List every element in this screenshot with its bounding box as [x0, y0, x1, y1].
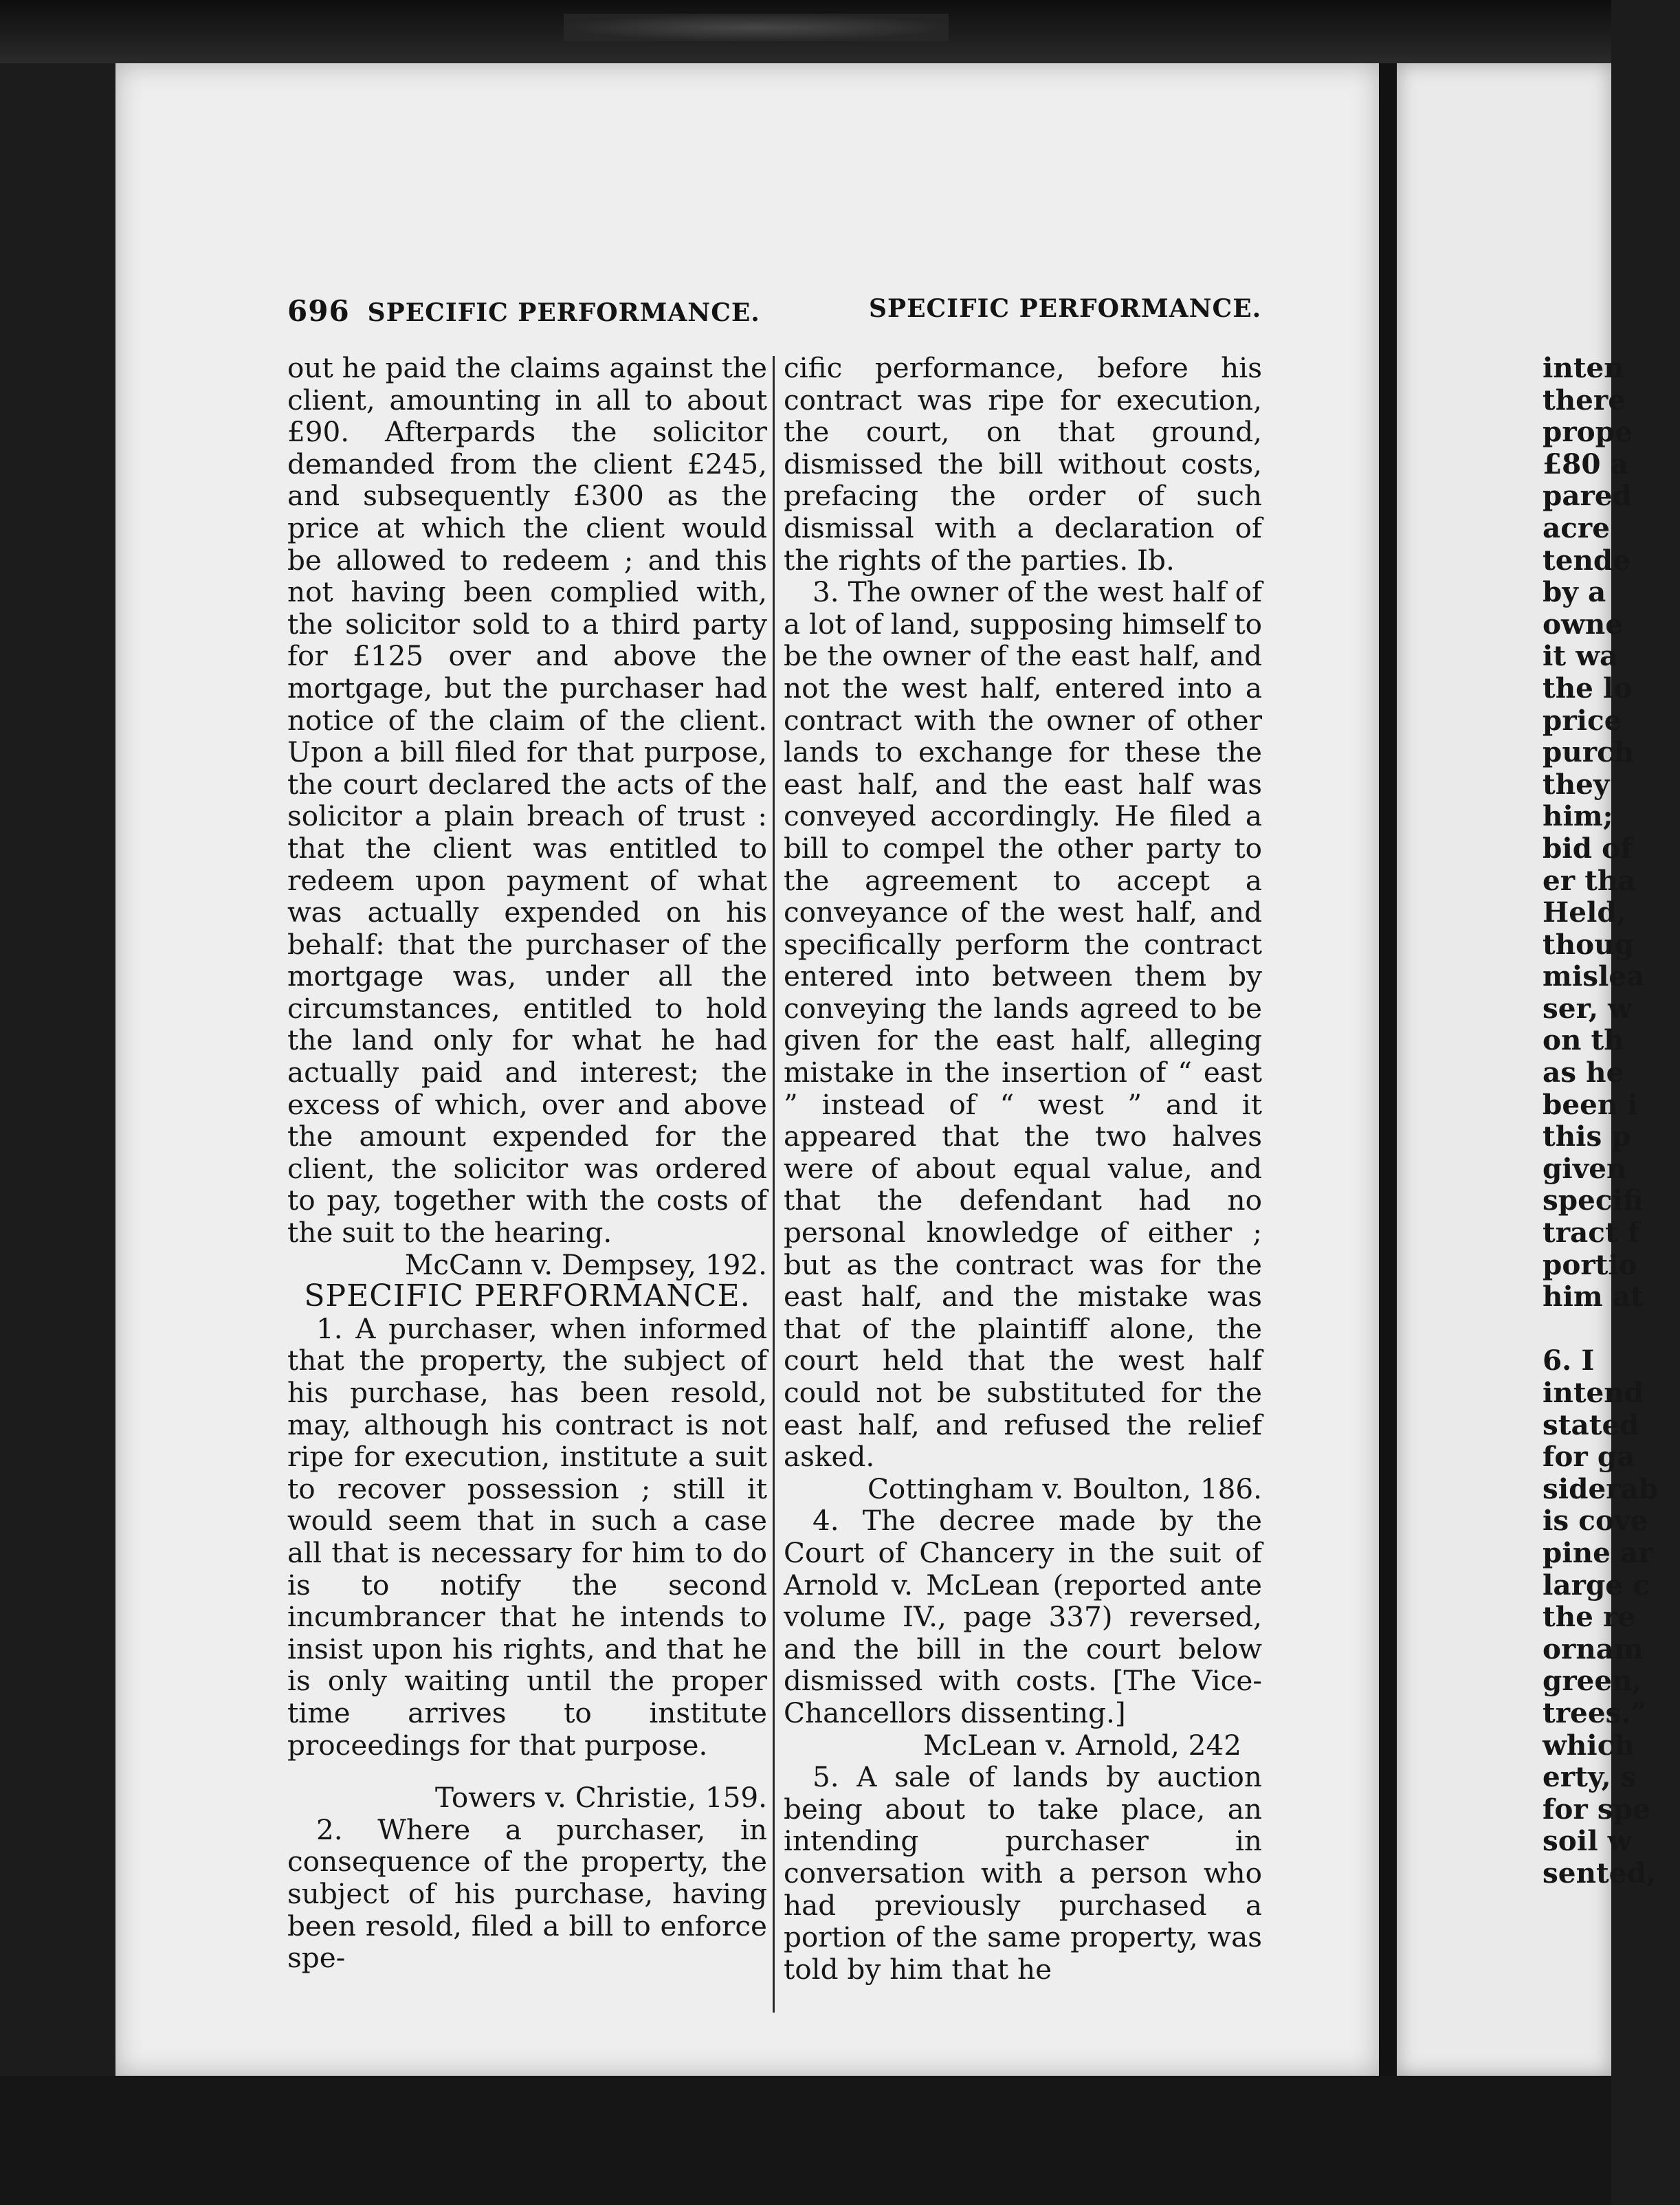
text-fragment-line: intend [1543, 1376, 1644, 1409]
header-title-left: SPECIFIC PERFORMANCE. [367, 298, 760, 327]
scan-smudge [564, 14, 949, 41]
paragraph-3: 3. The owner of the west half of a lot of land, supposing himself to be the owner of the east half, and not the west half, entered into a contract with the owner of other lands to exchange for these the east half, and the east half was conveyed accordingly. He filed a bill to compel the other party to the agreement to accept a conveyance of the west half, and specifically perform the contract entered into between them by conveying the lands agreed to be given for the east half, alleging mistake in the insertion of “ east ” instead of “ west ” and it appeared that the two halves were of about equal value, and that the defendant had no personal knowledge of either ; but as the contract was for the east half, and the mistake was that of the plaintiff alone, the court held that the west half could not be substituted for the east half, and refused the relief asked. [784, 575, 1262, 1474]
text-fragment-line: er tha [1543, 863, 1636, 897]
page-number: 696 [287, 294, 350, 328]
text-fragment-line: the lo [1543, 671, 1633, 705]
text-fragment-line: soil w [1543, 1824, 1632, 1858]
case-citation: McLean v. Arnold, 242 [923, 1728, 1241, 1762]
text-fragment-line: sented, [1543, 1856, 1656, 1890]
text-fragment-line: as he [1543, 1056, 1624, 1089]
case-citation: McCann v. Dempsey, 192. [404, 1248, 767, 1281]
text-fragment-line: the re [1543, 1600, 1636, 1634]
text-fragment-line: this p [1543, 1120, 1631, 1153]
text-fragment-line: by a [1543, 575, 1606, 609]
middle-column [784, 352, 1262, 1985]
text-fragment-line: 6. I [1543, 1344, 1595, 1377]
case-citation: Cottingham v. Boulton, 186. [867, 1472, 1262, 1505]
text-fragment-line: mislea [1543, 960, 1645, 993]
text-fragment-line: bid of [1543, 831, 1633, 865]
paragraph-2: 2. Where a purchaser, in consequence of the property, the subject of his purchase, having been resold, filed a bill to enforce spe- [287, 1813, 767, 1975]
column-divider [773, 356, 775, 2013]
text-fragment-line: inten [1543, 351, 1624, 384]
text-fragment-line: green, [1543, 1664, 1642, 1698]
text-fragment-line: purch [1543, 735, 1635, 769]
text-fragment-line: him; [1543, 799, 1613, 833]
running-header-right: SPECIFIC PERFORMANCE. [869, 294, 1262, 323]
text-fragment-line: siderab [1543, 1472, 1659, 1505]
scan-top-border [0, 0, 1611, 63]
text-fragment-line: large c [1543, 1568, 1650, 1602]
text-fragment-line: owne [1543, 607, 1624, 641]
text-fragment-line [1543, 1313, 1680, 1345]
text-fragment-line: is cove [1543, 1504, 1648, 1538]
text-fragment-line: specifi [1543, 1184, 1644, 1217]
section-heading: SPECIFIC PERFORMANCE. [304, 1278, 751, 1314]
paragraph-continued: out he paid the claims against the client, amounting in all to about £90. Afterpards the solicitor demanded from the client £245, and subsequently £300 as the price at which the client would be allowed to redeem ; and this not having been complied with, the solicitor sold to a third party for £125 over and above the mortgage, but the purchaser had notice of the claim of the client. Upon a bill filed for that purpose, the court declared the acts of the solicitor a plain breach of trust : that the client was entitled to redeem upon payment of what was actually expended on his behalf: that the purchaser of the mortgage was, under all the circumstances, entitled to hold the land only for what he had actually paid and interest; the excess of which, over and above the amount expended for the client, the solicitor was ordered to pay, together with the costs of the suit to the hearing. [287, 351, 767, 1250]
text-fragment-line: pared [1543, 479, 1632, 513]
text-fragment-line: Held, [1543, 896, 1626, 929]
text-fragment-line: acre [1543, 511, 1611, 544]
text-fragment-line: there [1543, 383, 1626, 417]
text-fragment-line: been i [1543, 1087, 1638, 1121]
text-fragment-line: tract f [1543, 1216, 1640, 1250]
paragraph-5: 5. A sale of lands by auction being about to take place, an intending purchaser in conversation with a person who had previously purchased a portion of the same property, was told by him that he [784, 1760, 1262, 1986]
text-fragment-line: ser, w [1543, 991, 1633, 1025]
text-fragment-line: prope [1543, 415, 1633, 449]
text-fragment-line: tende [1543, 543, 1631, 577]
paragraph-4: 4. The decree made by the Court of Chancery in the suit of Arnold v. McLean (reported ante volume IV., page 337) reversed, and the bill in the court below dismissed with costs. [The Vice-Chancellors dissenting.] [784, 1504, 1262, 1729]
text-fragment-line: £80 a [1543, 447, 1628, 480]
left-column [287, 352, 767, 1974]
text-fragment-line: price [1543, 703, 1622, 737]
text-fragment-line: ornam [1543, 1632, 1644, 1665]
text-fragment-line: thoug [1543, 927, 1634, 961]
text-fragment-line: on th [1543, 1023, 1624, 1057]
text-fragment-line: it wa [1543, 639, 1618, 673]
book-gutter [1379, 63, 1397, 2076]
text-fragment-line: erty, s [1543, 1760, 1637, 1794]
paragraph-continued: cific performance, before his contract was ripe for execution, the court, on that ground, dismissed the bill without costs, prefacing the order of such dismissal with a declaration of the rights of the parties. Ib. [784, 351, 1262, 577]
text-fragment-line: pine ar [1543, 1536, 1653, 1569]
text-fragment-line: trees.” [1543, 1696, 1647, 1729]
text-fragment-line: stated [1543, 1408, 1639, 1441]
case-citation: Towers v. Christie, 159. [434, 1781, 767, 1815]
text-fragment-line: given [1543, 1151, 1627, 1185]
scan-bottom-border [0, 2076, 1611, 2205]
text-fragment-line: which [1543, 1728, 1635, 1762]
spacer [287, 1761, 767, 1782]
right-page-column-fragment [1543, 352, 1680, 1890]
text-fragment-line: portio [1543, 1248, 1637, 1281]
text-fragment-line: for spe [1543, 1792, 1650, 1826]
text-fragment-line: for ga [1543, 1440, 1635, 1474]
text-fragment-line: they [1543, 767, 1610, 801]
paragraph-1: 1. A purchaser, when informed that the property, the subject of his purchase, has been resold, may, although his contract is not ripe for execution, institute a suit to recover possession ; still it would seem that in such a case all that is necessary for him to do is to notify the second incumbrancer that he intends to insist upon his rights, and that he is only waiting until the proper time arrives to institute proceedings for that purpose. [287, 1311, 767, 1762]
text-fragment-line: him at [1543, 1280, 1644, 1314]
running-header-left [287, 294, 760, 328]
